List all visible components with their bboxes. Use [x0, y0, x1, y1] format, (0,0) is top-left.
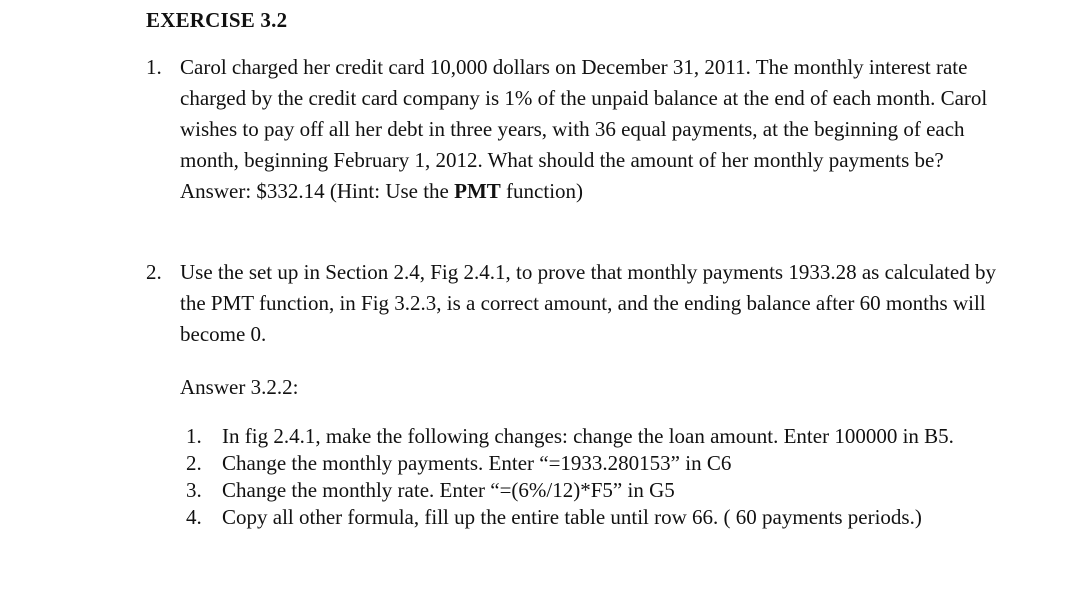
step-number: 2. — [186, 451, 202, 475]
exercise-item-2 — [146, 257, 1016, 350]
exercise-text — [180, 52, 1016, 207]
answer-step — [186, 477, 1016, 504]
answer-steps-list — [186, 423, 1016, 531]
answer-step — [186, 504, 1016, 531]
exercise-title: EXERCISE 3.2 — [146, 8, 288, 32]
step-text: Change the monthly rate. Enter “=(6%/12)*F5” in G5 — [222, 478, 675, 502]
exercise-text: Use the set up in Section 2.4, Fig 2.4.1, to prove that monthly payments 1933.28 as calculated by the PMT function, in Fig 3.2.3, is a correct amount, and the ending balance after 60 months will become 0. — [180, 260, 996, 346]
bold-function-name: PMT — [454, 179, 501, 203]
answer-heading: Answer 3.2.2: — [180, 375, 299, 399]
step-number: 1. — [186, 424, 202, 448]
step-text: Change the monthly payments. Enter “=1933.280153” in C6 — [222, 451, 732, 475]
exercise-text-part: Carol charged her credit card 10,000 dollars on December 31, 2011. The monthly interest rate charged by the credit card company is 1% of the unpaid balance at the end of each month. Carol wishes to pay off all her debt in three years, with 36 equal payments, at the beginning of each month, beginning February 1, 2012. What should the amount of her monthly payments be? Answer: $332.14 (Hint: Use the — [180, 55, 988, 203]
exercise-text-part: function) — [500, 179, 584, 203]
answer-step — [186, 450, 1016, 477]
step-text: Copy all other formula, fill up the entire table until row 66. ( 60 payments periods.) — [222, 505, 922, 529]
exercise-number: 1. — [146, 55, 162, 79]
exercise-number: 2. — [146, 260, 162, 284]
step-text: In fig 2.4.1, make the following changes: change the loan amount. Enter 100000 in B5. — [222, 424, 954, 448]
step-number: 4. — [186, 505, 202, 529]
answer-step — [186, 423, 1016, 450]
step-number: 3. — [186, 478, 202, 502]
exercise-item-1 — [146, 52, 1016, 207]
